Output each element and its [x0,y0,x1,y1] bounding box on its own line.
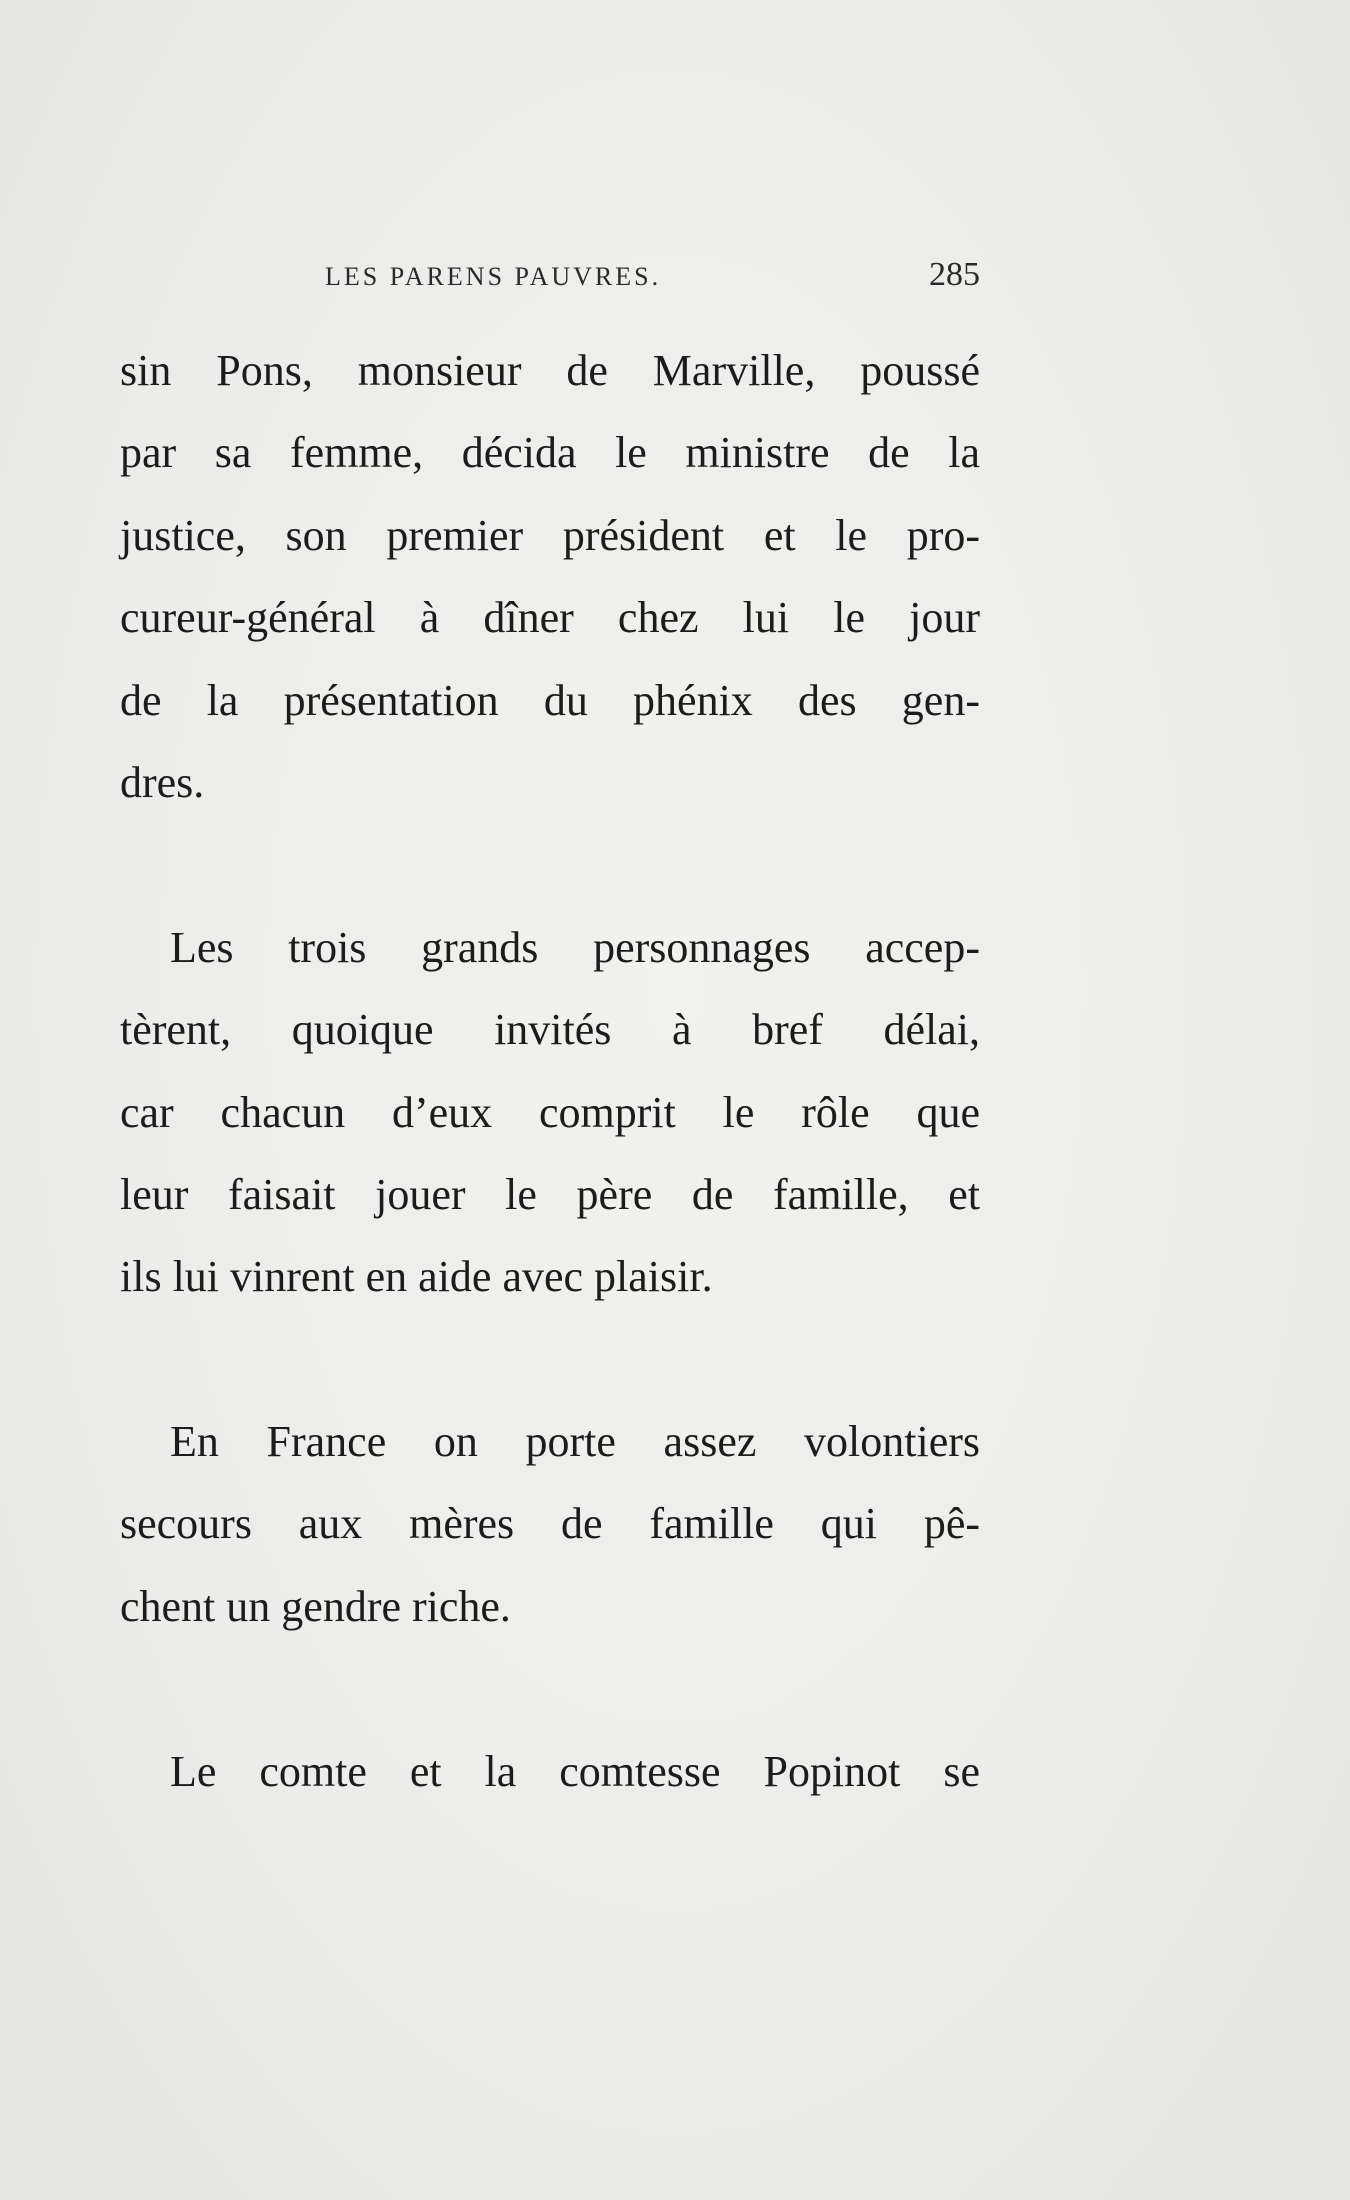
page-header [120,256,980,302]
text-line: Le comte et la comtesse Popinot se [170,1746,980,1796]
paragraph-gap [120,824,980,906]
text-line: dres. [120,757,205,807]
paragraph-gap [120,1319,980,1401]
text-line: justice, son premier président et le pro- [120,510,980,560]
running-title: LES PARENS PAUVRES. [325,262,662,291]
text-line: En France on porte assez volontiers [170,1417,980,1467]
text-line: de la présentation du phénix des gen- [120,675,980,725]
text-line: tèrent, quoique invités à bref délai, [120,1005,980,1055]
text-line: secours aux mères de famille qui pê- [120,1499,980,1549]
text-line: par sa femme, décida le ministre de la [120,428,980,478]
text-line: cureur-général à dîner chez lui le jour [120,593,980,643]
text-line: ils lui vinrent en aide avec plaisir. [120,1252,713,1302]
body-text [120,330,980,1813]
text-line: Les trois grands personnages accep- [170,922,980,972]
page-number: 285 [929,256,980,293]
text-line: sin Pons, monsieur de Marville, poussé [120,346,980,395]
text-line: chent un gendre riche. [120,1581,511,1631]
text-line: car chacun d’eux comprit le rôle que [120,1087,980,1137]
text-line: leur faisait jouer le père de famille, et [120,1169,980,1219]
paragraph-gap [120,1648,980,1730]
